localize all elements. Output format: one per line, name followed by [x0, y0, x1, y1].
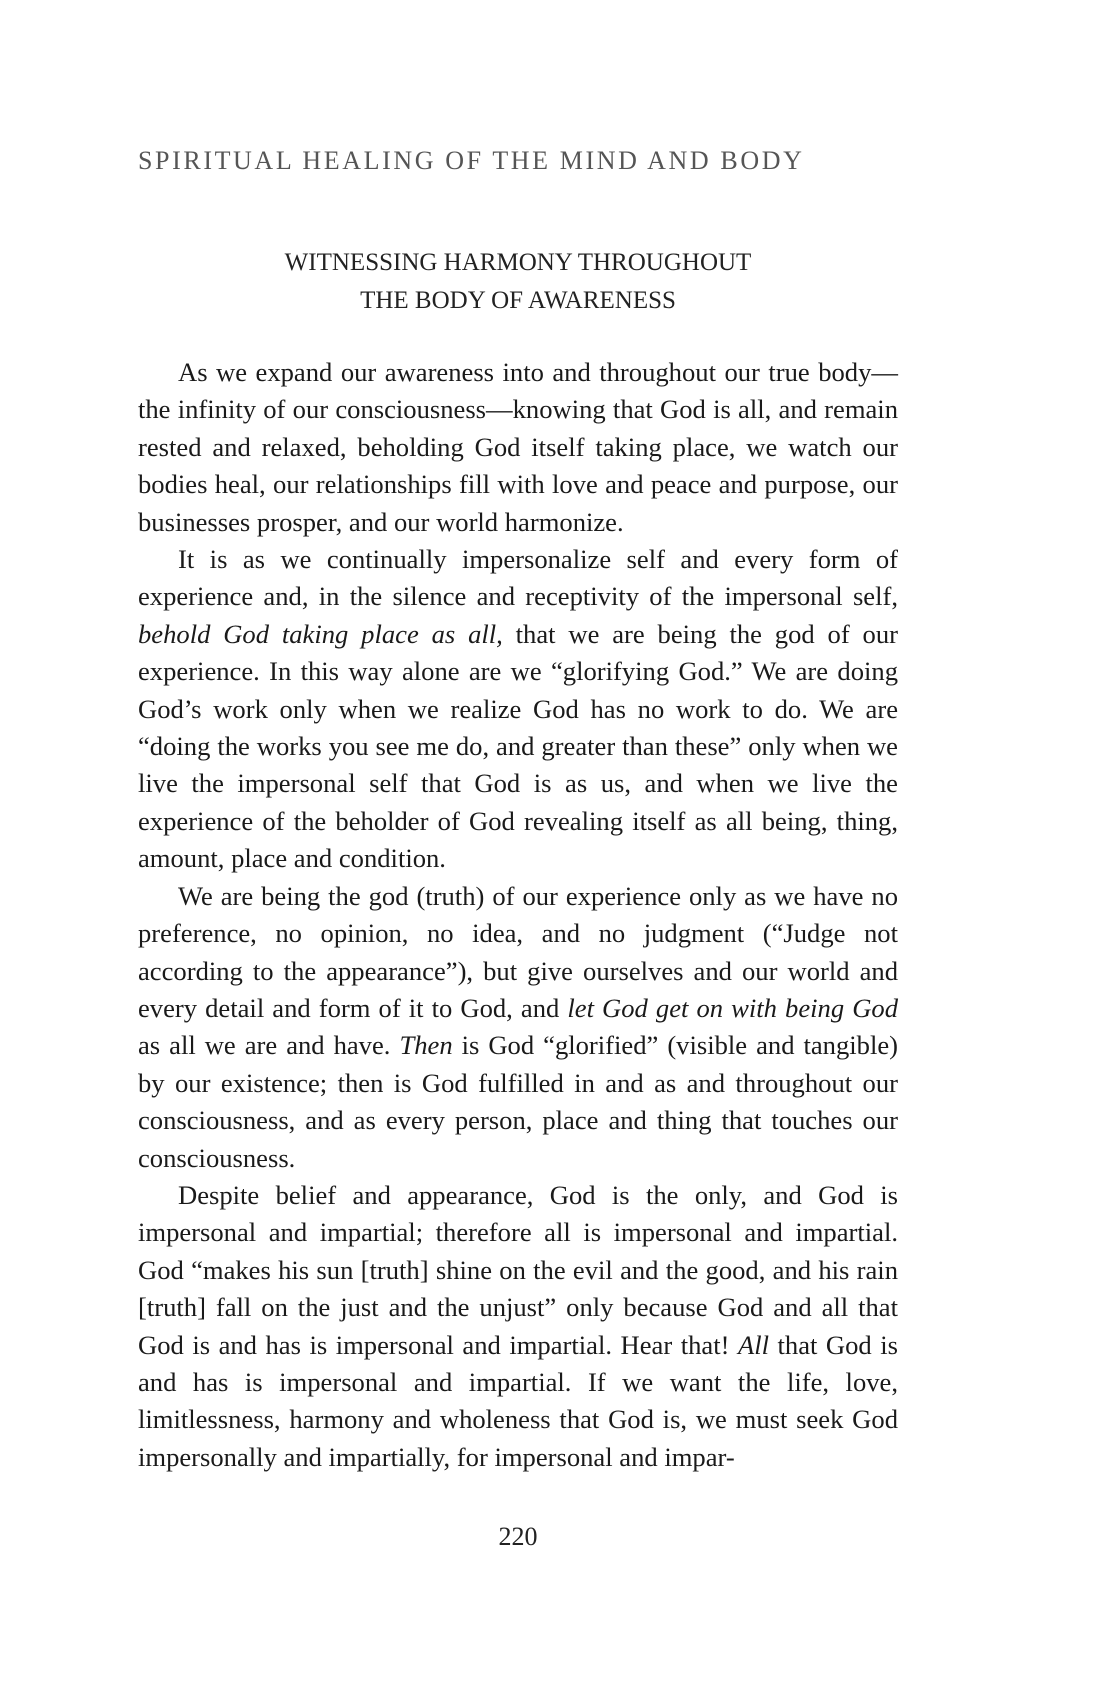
paragraph-3-text-a: We are being the god (truth) of our experience only as we have no preference, no opinion, no idea, and no judgment (“Judge not according to the appearance”), but give ourselves and our world and every detail and form of it to God, and [138, 880, 898, 1023]
paragraph-3 [138, 878, 898, 1177]
section-title-line-2: THE BODY OF AWARENESS [360, 287, 676, 314]
paragraph-3-emphasis-2: Then [399, 1030, 453, 1061]
paragraph-4-emphasis: All [737, 1329, 769, 1360]
paragraph-1 [138, 354, 898, 541]
page-number: 220 [498, 1522, 538, 1551]
paragraph-3-emphasis-1: let God get on with being God [567, 992, 899, 1023]
section-title [138, 244, 898, 320]
paragraph-3-text-b: as all we are and have. [138, 1030, 400, 1061]
body-text [138, 354, 898, 1476]
paragraph-4 [138, 1177, 898, 1476]
paragraph-1-text: As we expand our awareness into and throughout our true body—the infinity of our consciousness—knowing that God is all, and remain rested and relaxed, beholding God itself taking place, we watch our bodies heal, our relationships fill with love and peace and purpose, our businesses prosper, and our world harmonize. [138, 357, 898, 537]
paragraph-2-text-a: It is as we continually impersonalize self and every form of experience and, in the silence and receptivity of the impersonal self, [138, 544, 898, 612]
paragraph-3-text-c: is God “glorified” (visible and tangible) by our existence; then is God fulfilled in and as and throughout our consciousness, and as every person, place and thing that touches our consciousness. [138, 1030, 899, 1173]
paragraph-2 [138, 541, 898, 878]
paragraph-2-emphasis: behold God taking place as all, [138, 618, 503, 649]
running-head: SPIRITUAL HEALING OF THE MIND AND BODY [138, 146, 805, 175]
paragraph-2-text-b: that we are being the god of our experience. In this way alone are we “glorifying God.” We are doing God’s work only when we realize God has no work to do. We are “doing the works you see me do, and greater than these” only when we live the impersonal self that God is as us, and when we live the experience of the beholder of God revealing itself as all being, thing, amount, place and condition. [138, 618, 898, 874]
section-title-line-1: WITNESSING HARMONY THROUGHOUT [284, 249, 752, 276]
paragraph-4-text-b: that God is and has is impersonal and impartial. If we want the life, love, limitlessness, harmony and wholeness that God is, we must seek God impersonally and impartially, for impersonal and impar- [138, 1329, 898, 1472]
paragraph-4-text-a: Despite belief and appearance, God is the only, and God is impersonal and impartial; therefore all is impersonal and impartial. God “makes his sun [truth] shine on the evil and the good, and his rain [truth] fall on the just and the unjust” only because God and all that God is and has is impersonal and impartial. Hear that! [138, 1179, 898, 1360]
